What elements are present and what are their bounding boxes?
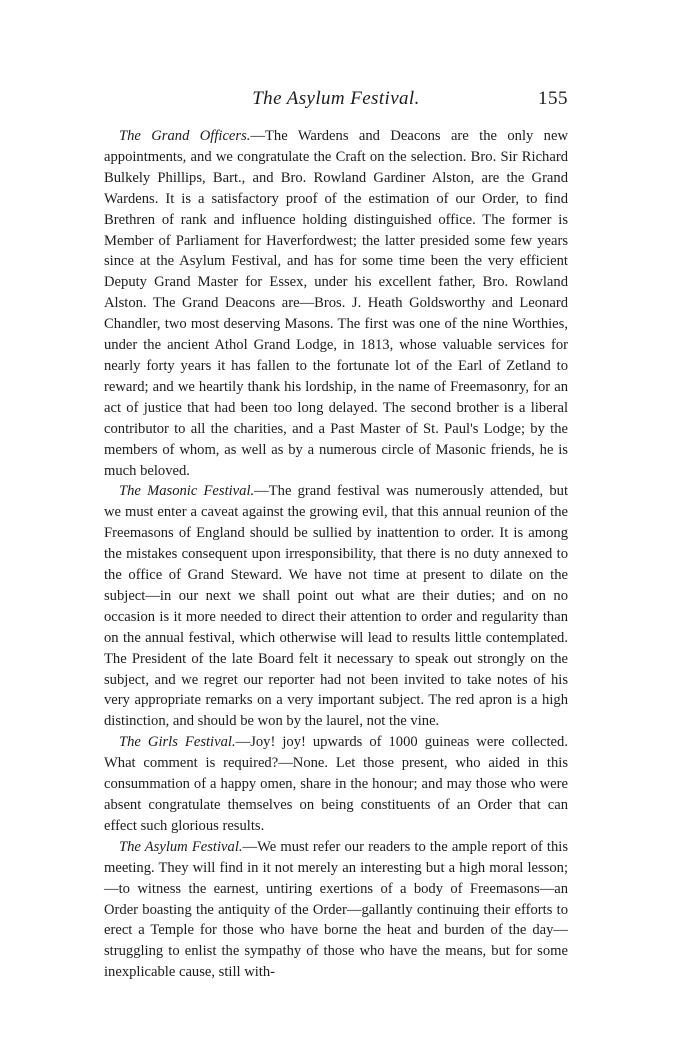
paragraph-masonic-festival <box>104 481 568 732</box>
running-title: The Asylum Festival. <box>252 88 420 109</box>
paragraph-grand-officers <box>104 126 568 481</box>
paragraph-lead: The Masonic Festival. <box>119 483 255 500</box>
running-head <box>104 88 568 114</box>
paragraph-lead: The Girls Festival. <box>119 734 236 751</box>
paragraph-lead: The Grand Officers. <box>119 128 251 144</box>
page-number: 155 <box>538 88 568 109</box>
paragraph-lead: The Asylum Festival. <box>119 838 243 855</box>
paragraph-text: —We must refer our readers to the ample report of this meeting. They will find in it not merely an interesting but a high moral lesson;—to witness the earnest, untiring exertions of a body of Freemasons—an Order boasting the antiquity of the Order—gallantly continuing their efforts to erect a Temple for those who have borne the heat and burden of the day—struggling to enlist the sympathy of those who have the means, but for some inexplicable cause, still with- <box>104 838 568 981</box>
paragraph-text: —The Wardens and Deacons are the only new appointments, and we congratulate the Craft on the selection. Bro. Sir Richard Bulkely Phillips, Bart., and Bro. Rowland Gardiner Alston, are the Grand Wardens. It is a satisfactory proof of the estimation of our Order, to find Brethren of rank and influence holding distinguished office. The former is Member of Parliament for Haverfordwest; the latter presided some few years since at the Asylum Festival, and has for some time been the very efficient Deputy Grand Master for Essex, under his excellent father, Bro. Rowland Alston. The Grand Deacons are—Bros. J. Heath Goldsworthy and Leonard Chandler, two most deserving Masons. The first was one of the nine Worthies, under the ancient Athol Grand Lodge, in 1813, whose valuable services for nearly forty years it has fallen to the fortunate lot of the Earl of Zetland to reward; and we heartily thank his lordship, in the name of Freemasonry, for an act of justice that had been too long delayed. The second brother is a liberal contributor to all the charities, and a Past Master of St. Paul's Lodge; by the members of whom, as well as by a numerous circle of Masonic friends, he is much beloved. <box>104 128 568 479</box>
paragraph-text: —The grand festival was numerously attended, but we must enter a caveat against the growing evil, that this annual reunion of the Freemasons of England should be sullied by inattention to order. It is among the mistakes consequent upon irresponsibility, that there is no duty annexed to the office of Grand Steward. We have not time at present to dilate on the subject—in our next we shall point out what are their duties; and on no occasion is it more needed to direct their attention to order and regularity than on the annual festival, which otherwise will lead to results little contemplated. The President of the late Board felt it necessary to speak out strongly on the subject, and we regret our reporter had not been invited to take notes of his very appropriate remarks on a very important subject. The red apron is a high distinction, and should be won by the laurel, not the vine. <box>104 483 568 730</box>
paragraph-text: —Joy! joy! upwards of 1000 guineas were collected. What comment is required?—None. Let those present, who aided in this consummation of a happy omen, share in the honour; and may those who were absent congratulate themselves on being constituents of an Order that can effect such glorious results. <box>104 734 568 834</box>
paragraph-girls-festival <box>104 732 568 837</box>
body-text <box>104 126 568 983</box>
paragraph-asylum-festival <box>104 837 568 983</box>
